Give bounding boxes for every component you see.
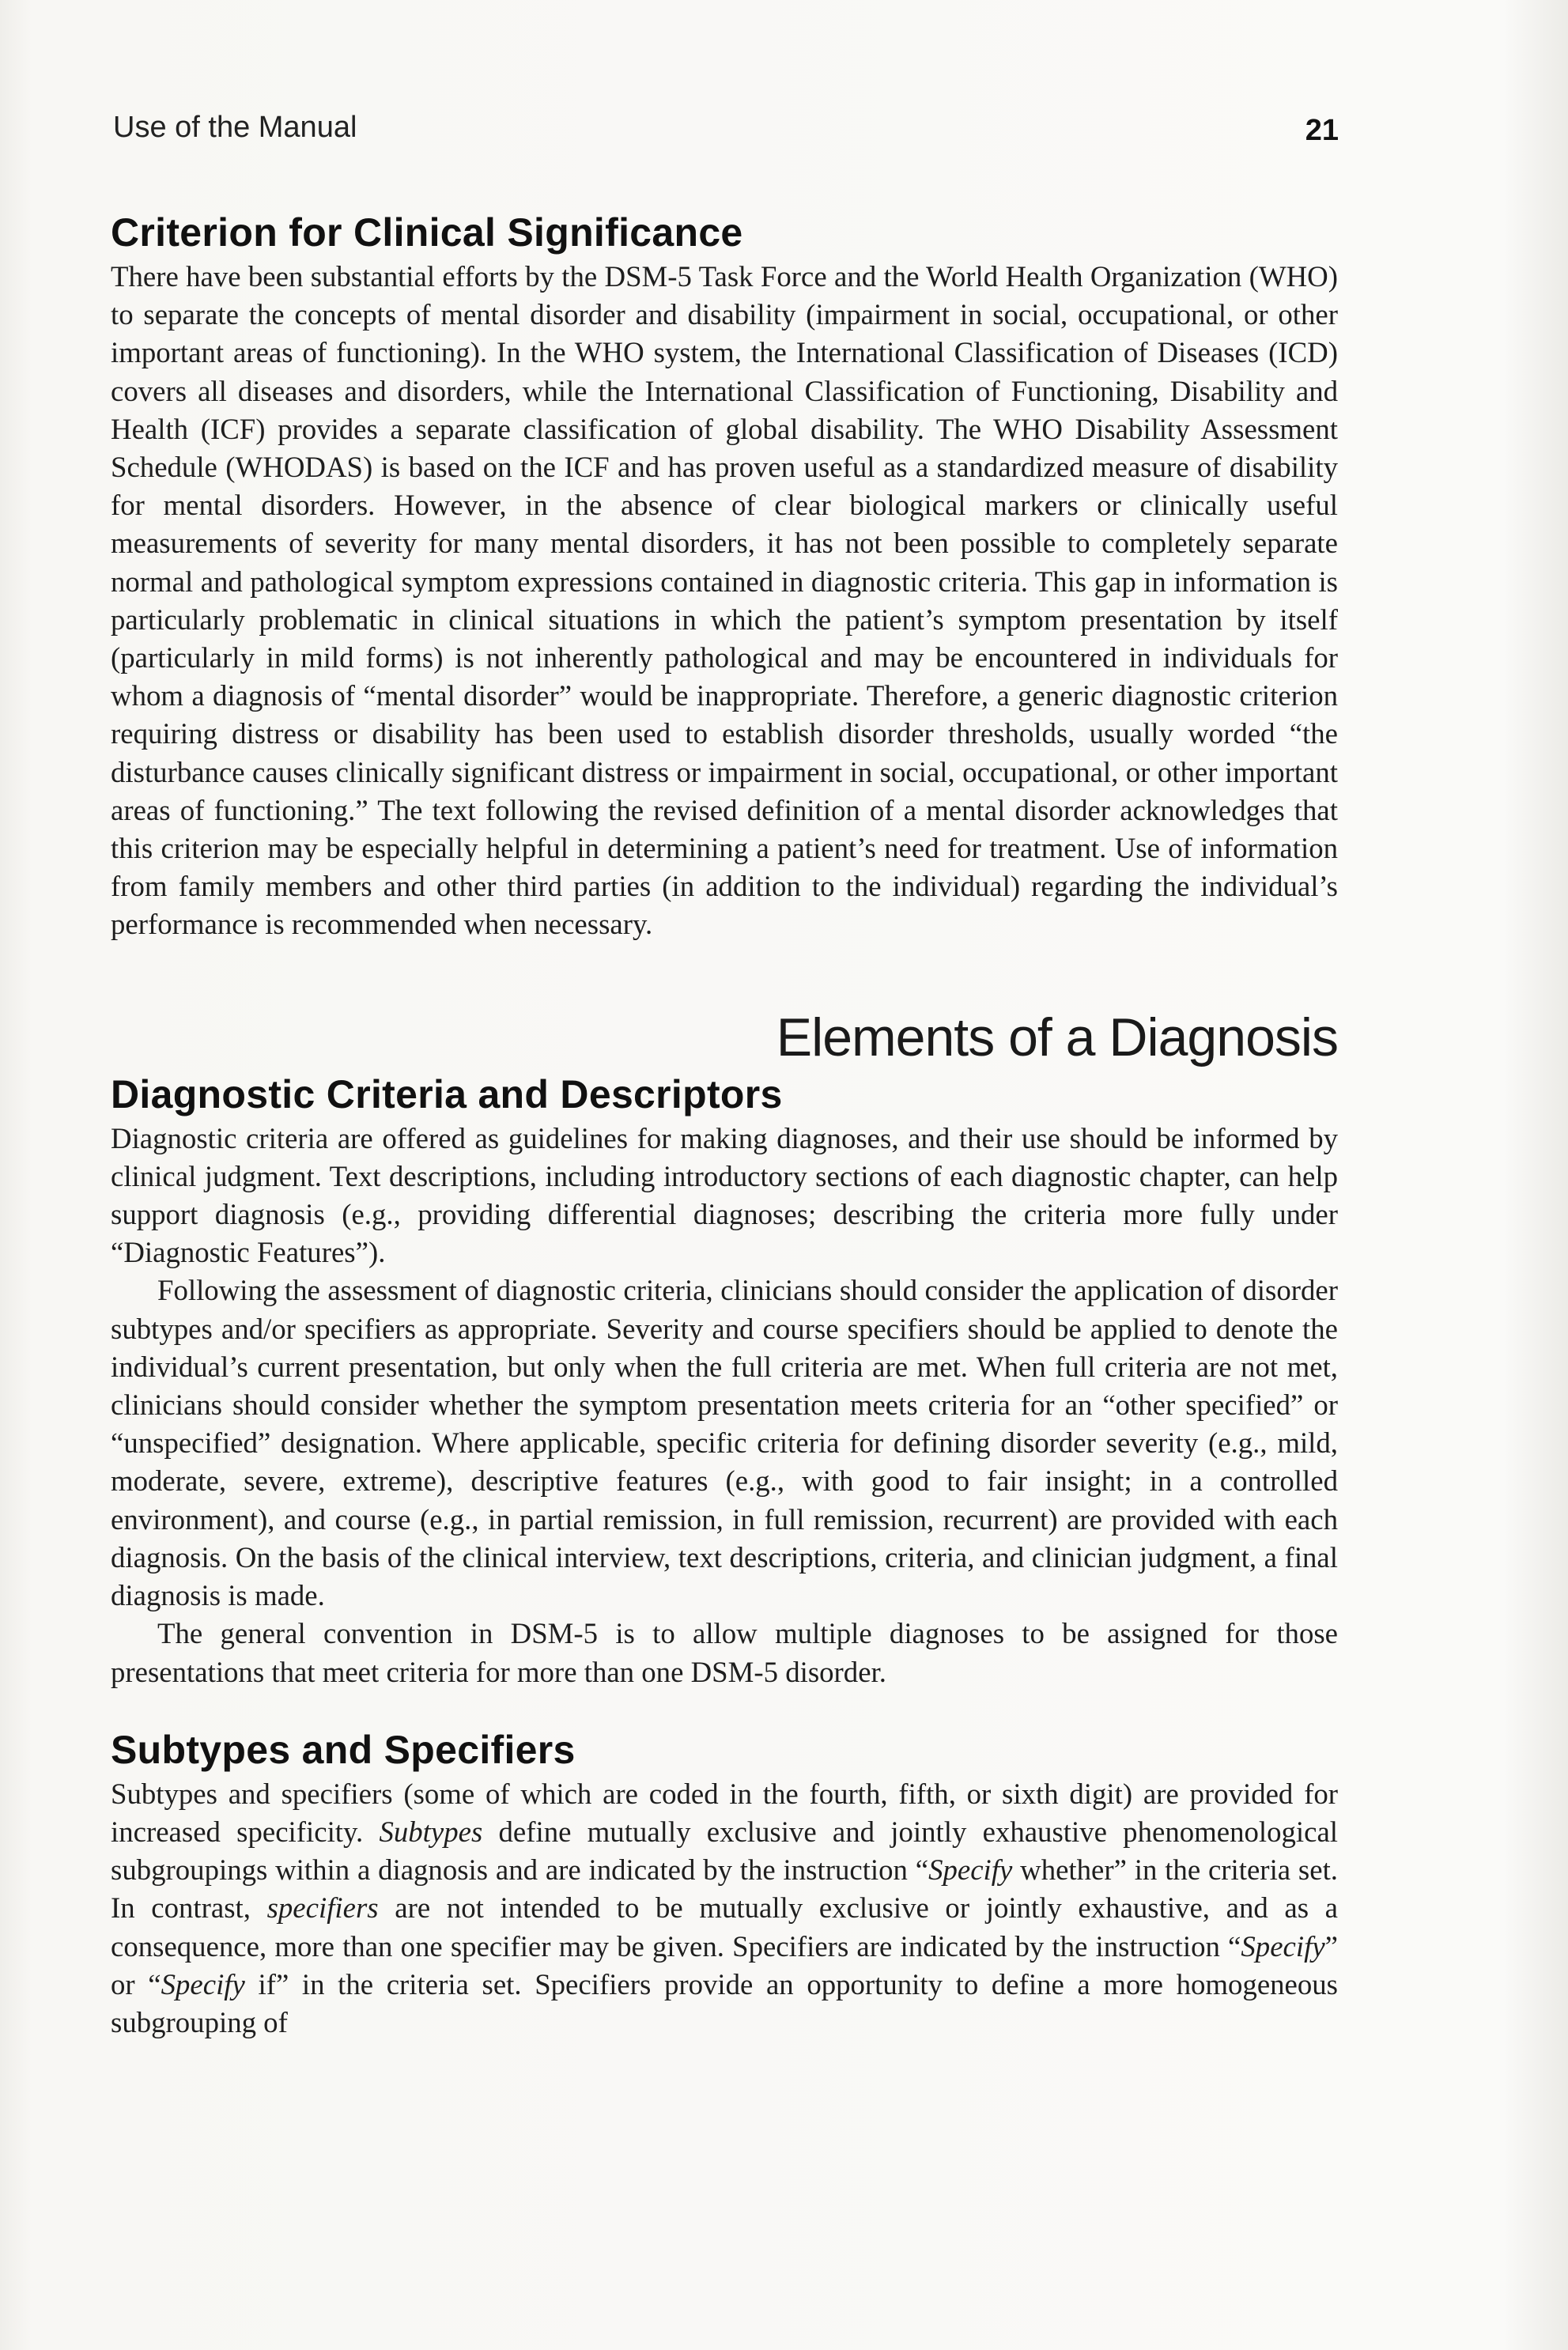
page-content — [111, 207, 1338, 2042]
heading-diagnostic-criteria: Diagnostic Criteria and Descriptors — [111, 1071, 783, 1116]
chapter-title: Elements of a Diagnosis — [776, 1007, 1338, 1067]
emphasis-specifiers: specifiers — [266, 1891, 379, 1925]
heading-subtypes-specifiers: Subtypes and Specifiers — [111, 1727, 576, 1772]
emphasis-specify: Specify — [161, 1967, 245, 2001]
emphasis-specify: Specify — [928, 1853, 1013, 1887]
paragraph-diagnostic-criteria-2: Following the assessment of diagnostic criteria, clinicians should consider the application of disorder subtypes and/or specifiers as appropriate. Severity and course specifiers should be applied to denote the individual’s current presentation, but only when the full criteria are met. When full criteria are not met, clinicians should consider whether the symptom presentation meets criteria for an “other specified” or “unspecified” designation. Where applicable, specific criteria for defining disorder severity (e.g., mild, moderate, severe, extreme), descriptive features (e.g., with good to fair insight; in a controlled environment), and course (e.g., in partial remission, in full remission, recurrent) are provided with each diagnosis. On the basis of the clinical interview, text descriptions, criteria, and clinician judgment, a final diagnosis is made. — [111, 1274, 1338, 1612]
running-title: Use of the Manual — [113, 111, 357, 144]
emphasis-subtypes: Subtypes — [379, 1815, 483, 1848]
paragraph-clinical-significance: There have been substantial efforts by the DSM-5 Task Force and the World Health Organization (WHO) to separate the concepts of mental disorder and disability (impairment in social, occupational, or other important areas of functioning). In the WHO system, the International Classification of Diseases (ICD) covers all diseases and disorders, while the International Classification of Functioning, Disability and Health (ICF) provides a separate classification of global disability. The WHO Disability Assessment Schedule (WHODAS) is based on the ICF and has proven useful as a standardized measure of disability for mental disorders. However, in the absence of clear biological markers or clinically useful measurements of severity for many mental disorders, it has not been possible to completely separate normal and pathological symptom expressions contained in diagnostic criteria. This gap in information is particularly problematic in clinical situations in which the patient’s symptom presentation by itself (particularly in mild forms) is not inherently pathological and may be encountered in individuals for whom a diagnosis of “mental disorder” would be inappropriate. Therefore, a generic diagnostic criterion requiring distress or disability has been used to establish disorder thresholds, usually worded “the disturbance causes clinically significant distress or impairment in social, occupational, or other important areas of functioning.” The text following the revised definition of a mental disorder acknowledges that this criterion may be especially helpful in determining a patient’s need for treatment. Use of information from family members and other third parties (in addition to the individual) regarding the individual’s performance is recommended when necessary. — [111, 260, 1338, 941]
page-number: 21 — [1305, 114, 1339, 147]
heading-clinical-significance: Criterion for Clinical Significance — [111, 210, 743, 255]
paragraph-diagnostic-criteria-3: The general convention in DSM-5 is to allow multiple diagnoses to be assigned for those presentations that meet criteria for more than one DSM-5 disorder. — [111, 1617, 1338, 1688]
running-header — [113, 111, 1339, 150]
paragraph-subtypes: Subtypes and specifiers (some of which are coded in the fourth, fifth, or sixth digit) are provided for increased specificity. Subtypes define mutually exclusive and jointly exhaustive phenomenological subgroupings within a diagnosis and are indicated by the instruction “Specify whether” in the criteria set. In contrast, specifiers are not intended to be mutually exclusive or jointly exhaustive, and as a consequence, more than one specifier may be given. Specifiers are indicated by the instruction “Specify” or “Specify if” in the criteria set. Specifiers provide an opportunity to define a more homogeneous subgrouping of — [111, 1777, 1339, 2038]
emphasis-specify: Specify — [1241, 1929, 1325, 1963]
paragraph-diagnostic-criteria-1: Diagnostic criteria are offered as guidelines for making diagnoses, and their use should be informed by clinical judgment. Text descriptions, including introductory sections of each diagnostic chapter, can help support diagnosis (e.g., providing differential diagnoses; describing the criteria more fully under “Diagnostic Features”). — [111, 1121, 1338, 1269]
